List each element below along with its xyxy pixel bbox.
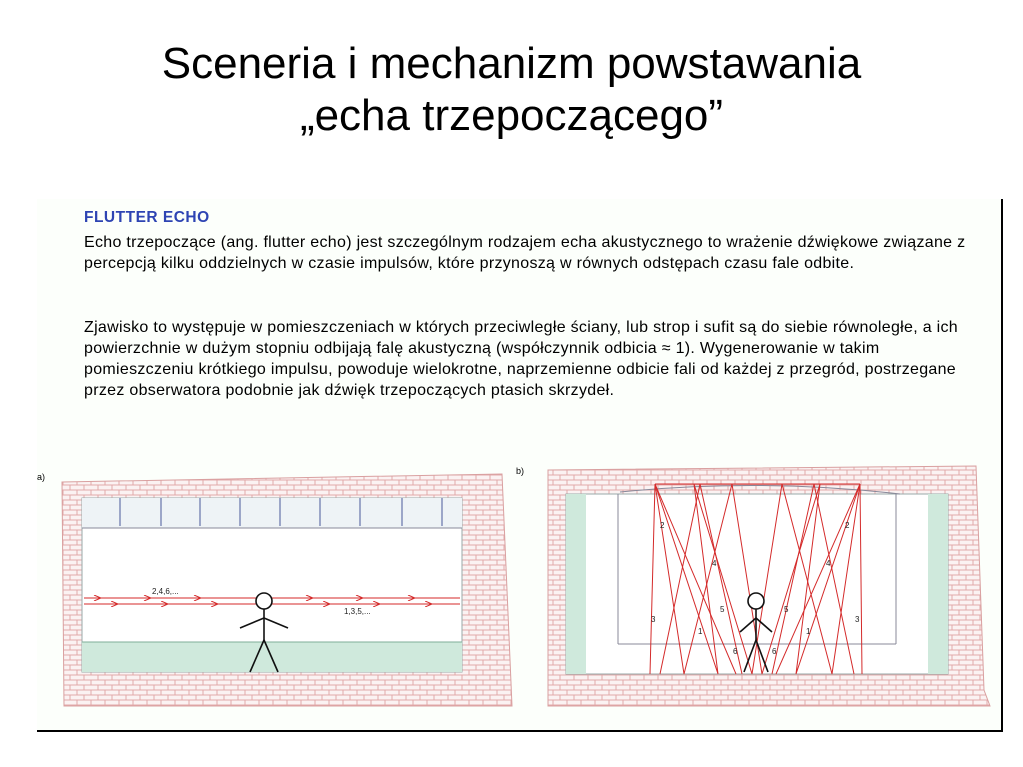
- diagram-a-label-even: 2,4,6,...: [152, 587, 179, 596]
- diagram-b-num-left-6: 6: [733, 647, 738, 656]
- title-line-2: „echa trzepoczącego”: [299, 91, 724, 140]
- diagram-b-num-left-4: 5: [720, 605, 725, 614]
- diagram-b-num-right-6: 6: [772, 647, 777, 656]
- diagram-b-num-left-5: 1: [698, 627, 703, 636]
- diagram-b-num-right-2: 4: [826, 559, 831, 568]
- panel-heading: FLUTTER ECHO: [84, 209, 210, 226]
- diagram-b-num-right-4: 5: [784, 605, 789, 614]
- diagram-b-num-right-3: 3: [855, 615, 860, 624]
- panel-paragraph-2: Zjawisko to występuje w pomieszczeniach w których przeciwległe ściany, lub strop i sufit są do siebie równoległe, a ich powierzchnie w dużym stopniu odbijają falę akustyczną (współczynnik odbicia ≈ 1). Wygenerowanie w takim pomieszczeniu krótkiego impulsu, powoduje wielokrotne, naprzemienne odbicie fali od każdej z przegród, postrzegane przez obserwatora podobnie jak dźwięk trzepoczących ptasich skrzydeł.: [84, 319, 958, 399]
- figure-a-label: a): [37, 472, 46, 482]
- diagram-a: [62, 474, 512, 706]
- diagram-a-ceiling: [82, 498, 462, 528]
- diagram-b-num-left-2: 4: [712, 559, 717, 568]
- panel-paragraph-1: Echo trzepoczące (ang. flutter echo) jest szczególnym rodzajem echa akustycznego to wrażenie dźwiękowe związane z percepcją kilku oddzielnych w czasie impulsów, które przynoszą w równych odstępach czasu fale odbite.: [84, 234, 966, 272]
- diagram-b-wall-left: [566, 494, 586, 674]
- diagram-b-wall-right: [928, 494, 948, 674]
- diagram-b-num-left-3: 3: [651, 615, 656, 624]
- diagram-b-num-right-5: 1: [806, 627, 811, 636]
- figure-b-label: b): [516, 466, 525, 476]
- diagram-b-room: [566, 494, 948, 674]
- diagram-b-num-right-1: 2: [845, 521, 850, 530]
- title-line-1: Sceneria i mechanizm powstawania: [161, 39, 862, 88]
- diagram-a-label-odd: 1,3,5,...: [344, 607, 371, 616]
- diagram-b-num-left-1: 2: [660, 521, 665, 530]
- diagram-b: [548, 466, 990, 706]
